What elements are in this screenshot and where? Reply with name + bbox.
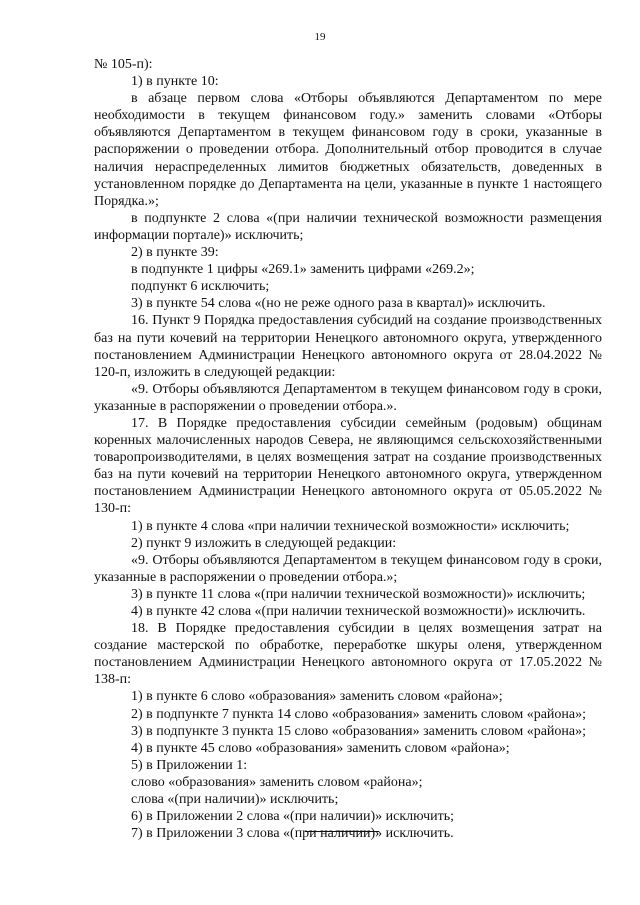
paragraph-section-18-item-5-a: слово «образования» заменить словом «района»;	[131, 774, 423, 790]
paragraph-item-1: 1) в пункте 10:	[131, 74, 219, 90]
paragraph-section-18-item-1: 1) в пункте 6 слово «образования» заменить словом «района»;	[131, 689, 503, 705]
paragraph-section-18: 18. В Порядке предоставления субсидии в целях возмещения затрат на создание мастерской по обработке, переработке шкуры оленя, утвержденном постановлением Администрации Ненецкого автономного округа от 17.05.2022 № 138-п:	[94, 621, 602, 688]
paragraph-section-18-item-5-b: слова «(при наличии)» исключить;	[131, 792, 339, 808]
paragraph-section-18-item-2: 2) в подпункте 7 пункта 14 слово «образования» заменить словом «района»;	[131, 706, 586, 722]
paragraph-section-16-text: «9. Отборы объявляются Департаментом в текущем финансовом году в сроки, указанные в распоряжении о проведении отбора.».	[94, 381, 602, 414]
paragraph-item-2-subitem-1: в подпункте 1 цифры «269.1» заменить цифрами «269.2»;	[131, 262, 475, 278]
paragraph-section-18-item-5: 5) в Приложении 1:	[131, 757, 248, 773]
paragraph-section-17-item-2-text: «9. Отборы объявляются Департаментом в текущем финансовом году в сроки, указанные в распоряжении о проведении отбора.»;	[94, 552, 602, 585]
paragraph-section-18-item-3: 3) в подпункте 3 пункта 15 слово «образования» заменить словом «района»;	[131, 723, 586, 739]
paragraph-item-2-subitem-6: подпункт 6 исключить;	[131, 279, 270, 295]
paragraph-item-2: 2) в пункте 39:	[131, 245, 219, 261]
paragraph-section-17-item-3: 3) в пункте 11 слова «(при наличии технической возможности)» исключить;	[131, 586, 586, 602]
paragraph-section-17-item-1: 1) в пункте 4 слова «при наличии технической возможности» исключить;	[131, 518, 570, 534]
paragraph-section-18-item-6: 6) в Приложении 2 слова «(при наличии)» исключить;	[131, 809, 455, 825]
paragraph-order-ref: № 105-п):	[94, 57, 153, 72]
document-body	[94, 56, 602, 842]
paragraph-item-3: 3) в пункте 54 слова «(но не реже одного раза в квартал)» исключить.	[131, 296, 546, 312]
paragraph-section-17-item-2: 2) пункт 9 изложить в следующей редакции:	[131, 535, 397, 551]
paragraph-section-17-item-4: 4) в пункте 42 слова «(при наличии технической возможности)» исключить.	[131, 604, 586, 619]
paragraph-section-18-item-7: 7) в Приложении 3 слова «(при наличии)» исключить.	[131, 826, 454, 842]
paragraph-section-18-item-4: 4) в пункте 45 слово «образования» заменить словом «района»;	[131, 740, 510, 756]
paragraph-item-1-abzac: в абзаце первом слова «Отборы объявляются Департаментом по мере необходимости в текущем финансовом году.» заменить словами «Отборы объявляются Департаментом в текущем финансовом году в сроки, указанные в распоряжении о проведении отбора. Дополнительный отбор проводится в случае наличия нераспределенных лимитов бюджетных обязательств, доведенных в установленном порядке до Департамента на цели, указанные в пункте 1 настоящего Порядка.»;	[94, 91, 602, 209]
paragraph-item-1-subitem-2: в подпункте 2 слова «(при наличии технической возможности размещения информации портале)» исключить;	[94, 210, 602, 243]
paragraph-section-17: 17. В Порядке предоставления субсидии семейным (родовым) общинам коренных малочисленных народов Севера, не являющимся сельскохозяйственными товаропроизводителями, в целях возмещения затрат на создание производственных баз на пути кочевий на территории Ненецкого автономного округа, утвержденном постановлением Администрации Ненецкого автономного округа от 05.05.2022 № 130-п:	[94, 415, 602, 517]
paragraph-section-16: 16. Пункт 9 Порядка предоставления субсидий на создание производственных баз на пути кочевий на территории Ненецкого автономного округа, утвержденного постановлением Администрации Ненецкого автономного округа от 28.04.2022 № 120-п, изложить в следующей редакции:	[94, 313, 602, 380]
page-number: 19	[314, 31, 326, 43]
end-divider-line	[305, 831, 379, 832]
